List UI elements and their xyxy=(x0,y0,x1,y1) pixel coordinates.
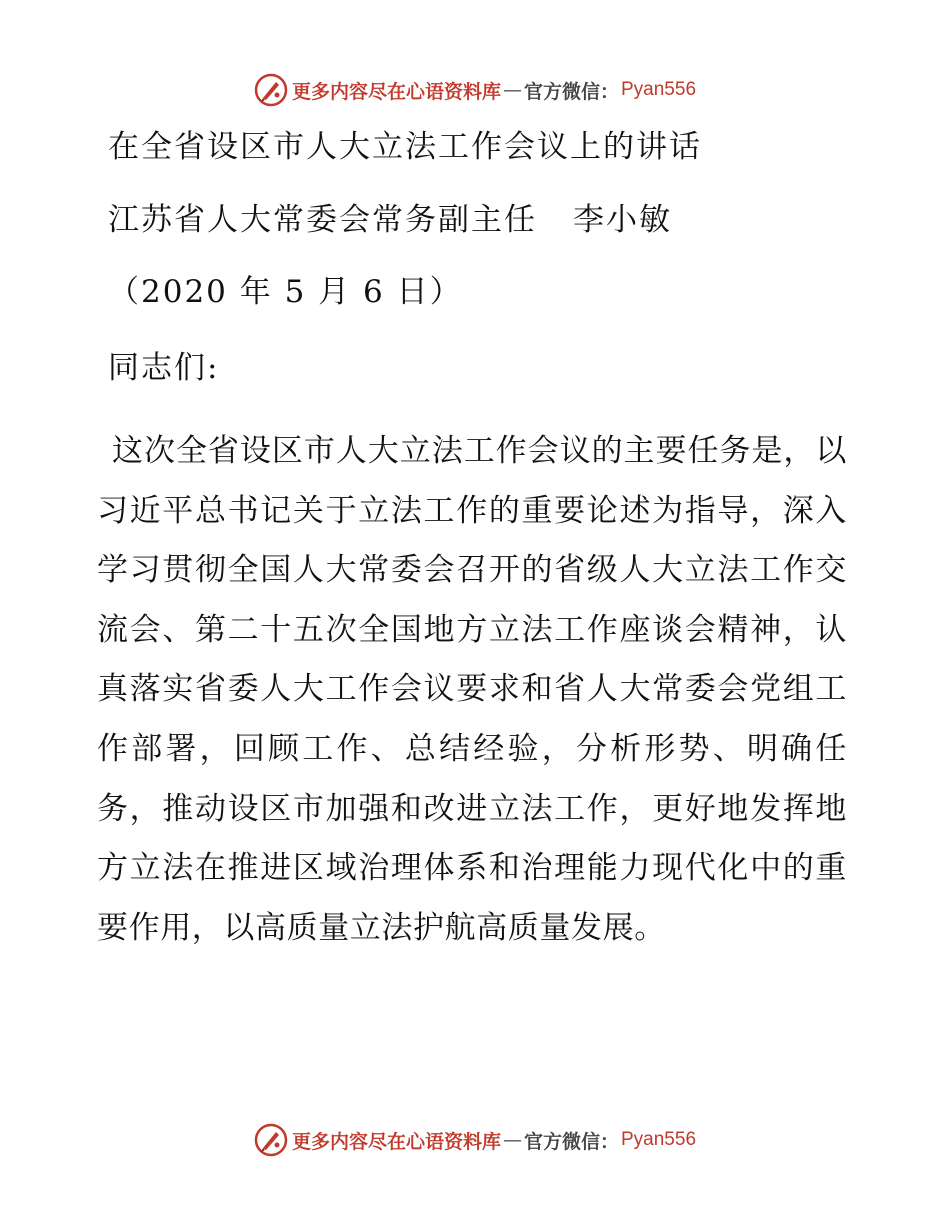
watermark-grey-text: 官方微信： xyxy=(523,1130,619,1153)
watermark-wechat-id: Pyan556 xyxy=(621,79,697,100)
speech-date: （2020 年 5 月 6 日） xyxy=(108,274,463,310)
watermark-separator: — xyxy=(502,1129,522,1151)
document-title: 在全省设区市人大立法工作会议上的讲话 xyxy=(108,129,702,165)
author-line xyxy=(108,200,672,240)
watermark-red-text: 更多内容尽在心语资料库 xyxy=(291,1130,501,1153)
watermark-grey-text: 官方微信： xyxy=(523,80,619,103)
footer-watermark xyxy=(0,1120,950,1160)
greeting: 同志们: xyxy=(108,350,220,386)
quill-pen-logo-icon xyxy=(254,73,288,107)
header-watermark xyxy=(0,70,950,110)
body-paragraph: 这次全省设区市人大立法工作会议的主要任务是，以习近平总书记关于立法工作的重要论述为指导，深入学习贯彻全国人大常委会召开的省级人大立法工作交流会、第二十五次全国地方立法工作座谈会精神，认真落实省委人大工作会议要求和省人大常委会党组工作部署，回顾工作、总结经验，分析形势、明确任务，推动设区市加强和改进立法工作，更好地发挥地方立法在推进区域治理体系和治理能力现代化中的重要作用，以高质量立法护航高质量发展。 xyxy=(97,433,847,946)
watermark-wechat-id: Pyan556 xyxy=(621,1129,697,1150)
watermark-red-text: 更多内容尽在心语资料库 xyxy=(291,80,501,103)
quill-pen-logo-icon xyxy=(254,1123,288,1157)
author-position: 江苏省人大常委会常务副主任 xyxy=(108,202,537,238)
author-name: 李小敏 xyxy=(573,202,672,238)
watermark-separator: — xyxy=(502,79,522,101)
